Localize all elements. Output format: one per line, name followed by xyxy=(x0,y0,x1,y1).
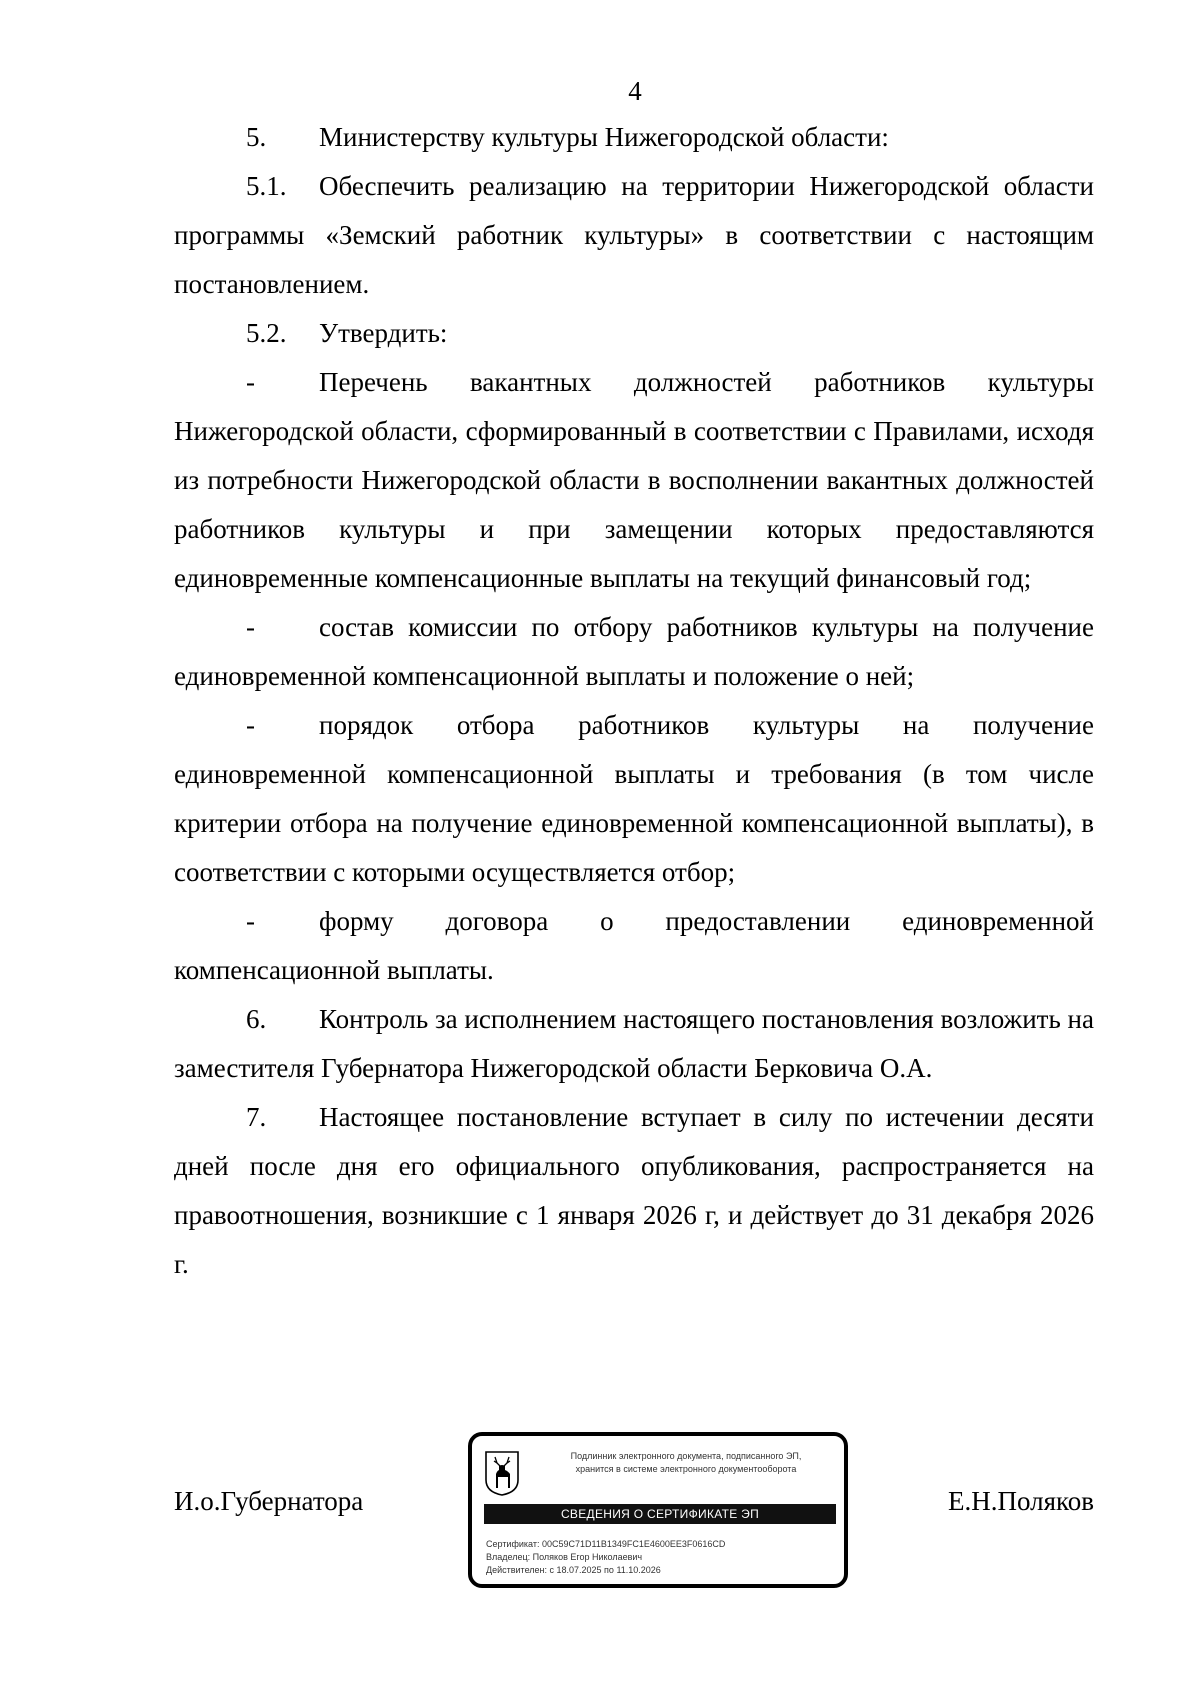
paragraph-7 xyxy=(174,1093,1094,1289)
stamp-header-line: Подлинник электронного документа, подписанного ЭП, xyxy=(570,1451,802,1461)
signatory-name: Е.Н.Поляков xyxy=(947,1486,1094,1516)
paragraph-text: Обеспечить реализацию на территории Нижегородской области программы «Земский работник культуры» в соответствии с настоящим постановлением. xyxy=(174,171,1094,299)
list-dash: - xyxy=(246,612,255,642)
list-item-selection-procedure xyxy=(174,701,1094,897)
paragraph-text: Контроль за исполнением настоящего постановления возложить на заместителя Губернатора Нижегородской области Берковича О.А. xyxy=(174,1004,1094,1083)
paragraph-text: Перечень вакантных должностей работников культуры Нижегородской области, сформированный в соответствии с Правилами, исходя из потребности Нижегородской области в восполнении вакантных должностей работников культуры и при замещении которых предоставляются единовременные компенсационные выплаты на текущий финансовый год; xyxy=(174,367,1094,593)
paragraph-text: Министерству культуры Нижегородской области: xyxy=(319,122,889,152)
certificate-details xyxy=(486,1538,836,1577)
paragraph-text: порядок отбора работников культуры на получение единовременной компенсационной выплаты и требования (в том числе критерии отбора на получение единовременной компенсационной выплаты), в соответствии с которыми осуществляется отбор; xyxy=(174,710,1094,887)
document-body xyxy=(174,113,1094,1289)
paragraph-6 xyxy=(174,995,1094,1093)
paragraph-number: 5.1. xyxy=(246,171,287,201)
paragraph-text: форму договора о предоставлении единовременной компенсационной выплаты. xyxy=(174,906,1094,985)
stamp-header xyxy=(530,1450,842,1476)
list-item-commission xyxy=(174,603,1094,701)
paragraph-text: Настоящее постановление вступает в силу по истечении десяти дней после дня его официального опубликования, распространяется на правоотношения, возникшие с 1 января 2026 г, и действует до 31 декабря 2026 г. xyxy=(174,1102,1094,1279)
paragraph-text: Утвердить: xyxy=(319,318,448,348)
page-number: 4 xyxy=(628,76,642,106)
list-dash: - xyxy=(246,710,255,740)
certificate-validity: Действителен: с 18.07.2025 по 11.10.2026 xyxy=(486,1565,661,1575)
list-dash: - xyxy=(246,367,255,397)
list-item-vacancy-list xyxy=(174,358,1094,603)
certificate-number: Сертификат: 00C59C71D11B1349FC1E4600EE3F0616CD xyxy=(486,1539,726,1549)
stamp-header-line: хранится в системе электронного документооборота xyxy=(575,1464,797,1474)
paragraph-text: состав комиссии по отбору работников культуры на получение единовременной компенсационной выплаты и положение о ней; xyxy=(174,612,1094,691)
paragraph-number: 5.2. xyxy=(246,318,287,348)
electronic-signature-stamp xyxy=(468,1432,848,1588)
paragraph-5-1 xyxy=(174,162,1094,309)
deer-emblem-icon xyxy=(484,1450,520,1496)
certificate-owner: Владелец: Поляков Егор Николаевич xyxy=(486,1552,643,1562)
list-dash: - xyxy=(246,906,255,936)
paragraph-number: 6. xyxy=(246,1004,267,1034)
paragraph-number: 5. xyxy=(246,122,267,152)
paragraph-5-2 xyxy=(174,309,1094,358)
list-item-contract-form xyxy=(174,897,1094,995)
signatory-position: И.о.Губернатора xyxy=(174,1486,364,1516)
paragraph-5 xyxy=(174,113,1094,162)
stamp-title-bar: СВЕДЕНИЯ О СЕРТИФИКАТЕ ЭП xyxy=(484,1504,836,1524)
paragraph-number: 7. xyxy=(246,1102,267,1132)
